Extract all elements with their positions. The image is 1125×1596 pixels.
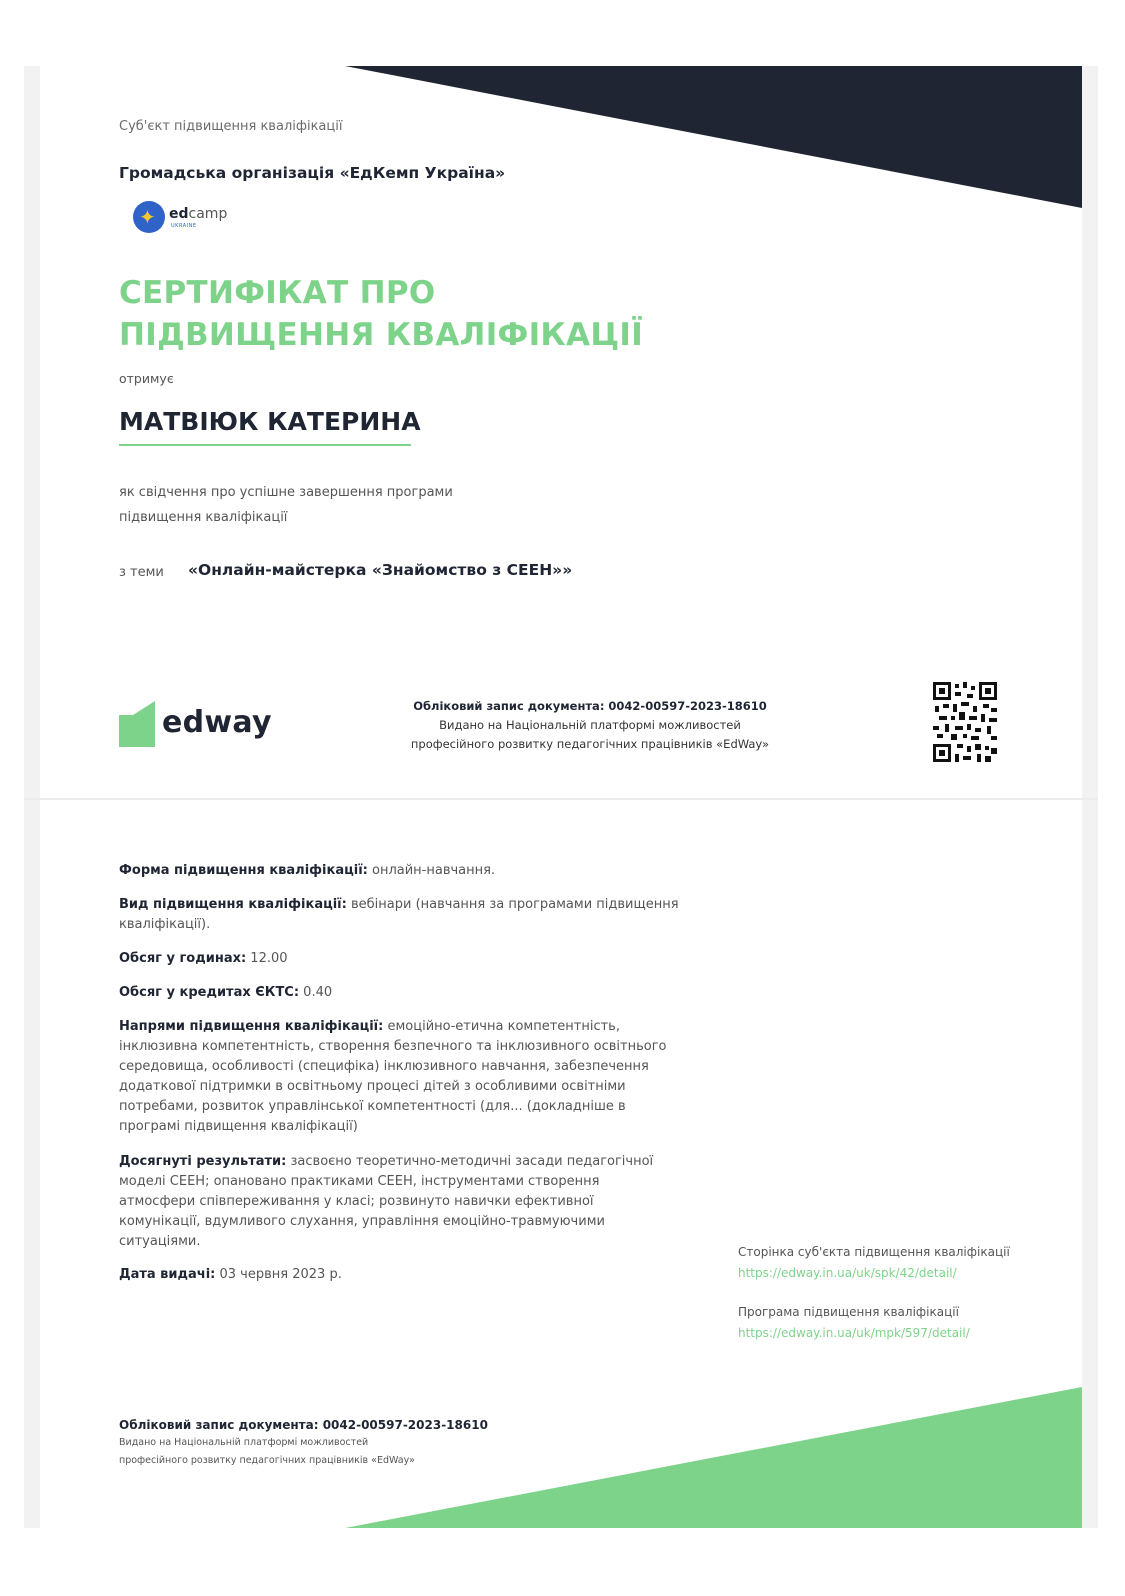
hours-label: Обсяг у годинах: <box>119 951 247 966</box>
hours-value: 12.00 <box>246 951 288 966</box>
credits-label: Обсяг у кредитах ЄКТС: <box>119 985 300 1000</box>
star-icon: ✦ <box>139 205 156 229</box>
organization-name: Громадська організація «ЕдКемп Україна» <box>119 164 506 182</box>
edway-wordmark: edway <box>162 705 272 740</box>
issued-line2: професійного розвитку педагогічних працівників «EdWay» <box>410 737 770 751</box>
type-value: вебінари (навчання за програмами підвищення кваліфікації). <box>119 897 679 932</box>
info-date <box>119 1265 679 1285</box>
subject-label: Суб'єкт підвищення кваліфікації <box>119 119 343 134</box>
edcamp-wordmark: edcamp <box>169 206 228 222</box>
credits-value: 0.40 <box>299 985 333 1000</box>
directions-label: Напрями підвищення кваліфікації: <box>119 1019 384 1034</box>
form-value: онлайн-навчання. <box>367 863 496 878</box>
document-record-top <box>380 697 800 754</box>
program-label: Програма підвищення кваліфікації <box>738 1305 959 1319</box>
certificate-title-line1: СЕРТИФІКАТ ПРО <box>119 275 436 311</box>
dark-corner-triangle <box>345 66 1082 208</box>
directions-value: емоційно-етична компетентність, інклюзивна компетентність, створення безпечного та інклюзивного освітнього середовища, особливості (специфіка) інклюзивного навчання, забезпечення додаткової підтримки в освітньому процесі дітей з особливими освітніми потребами, розвиток управлінської компетентності (для... (докладніше в програмі підвищення кваліфікації) <box>119 1019 667 1134</box>
document-record-bottom <box>119 1416 488 1470</box>
form-label: Форма підвищення кваліфікації: <box>119 863 368 878</box>
recipient-name: МАТВІЮК КАТЕРИНА <box>119 407 421 436</box>
record-number: Обліковий запис документа: 0042-00597-2023-18610 <box>413 699 767 713</box>
certificate-title <box>119 272 643 356</box>
info-form <box>119 861 679 881</box>
page-separator <box>24 798 1098 800</box>
info-hours <box>119 949 679 969</box>
topic-prefix: з теми <box>119 565 164 580</box>
date-value: 03 червня 2023 р. <box>215 1267 342 1282</box>
receives-label: отримує <box>119 371 174 386</box>
certificate-title-line2: ПІДВИЩЕННЯ КВАЛІФІКАЦІЇ <box>119 317 644 353</box>
info-credits <box>119 983 679 1003</box>
description-line2: підвищення кваліфікації <box>119 510 288 525</box>
record-number-bottom: Обліковий запис документа: 0042-00597-2023-18610 <box>119 1418 488 1432</box>
subject-page-label: Сторінка суб'єкта підвищення кваліфікації <box>738 1245 1010 1259</box>
results-label: Досягнуті результати: <box>119 1154 287 1169</box>
info-directions <box>119 1017 679 1137</box>
subject-page-link[interactable]: https://edway.in.ua/uk/spk/42/detail/ <box>738 1266 957 1280</box>
edcamp-subtext: UKRAINE <box>171 223 197 229</box>
edway-flag-icon <box>119 701 155 747</box>
program-link[interactable]: https://edway.in.ua/uk/mpk/597/detail/ <box>738 1326 970 1340</box>
topic-title: «Онлайн-майстерка «Знайомство з СЕЕН»» <box>188 561 573 579</box>
completion-description <box>119 480 453 530</box>
name-underline <box>119 444 411 446</box>
results-value: засвоєно теоретично-методичні засади педагогічної моделі СЕЕН; опановано практиками СЕЕН, інструментами створення атмосфери співпереживання у класі; розвинуто навички ефективної комунікації, вдумливого слухання, управління емоційно-травмуючими ситуаціями. <box>119 1154 654 1249</box>
type-label: Вид підвищення кваліфікації: <box>119 897 347 912</box>
page-edge-left <box>24 66 40 1528</box>
issued-line1: Видано на Національній платформі можливостей <box>439 718 741 732</box>
issued-line1-bottom: Видано на Національній платформі можливостей <box>119 1437 369 1448</box>
edway-logo <box>119 701 279 751</box>
qr-code-icon <box>933 682 997 762</box>
info-type <box>119 895 679 935</box>
description-line1: як свідчення про успішне завершення програми <box>119 485 453 500</box>
info-results <box>119 1152 679 1252</box>
page-edge-right <box>1082 66 1098 1528</box>
issued-line2-bottom: професійного розвитку педагогічних працівників «EdWay» <box>119 1455 415 1466</box>
edcamp-logo <box>133 201 233 235</box>
date-label: Дата видачі: <box>119 1267 216 1282</box>
